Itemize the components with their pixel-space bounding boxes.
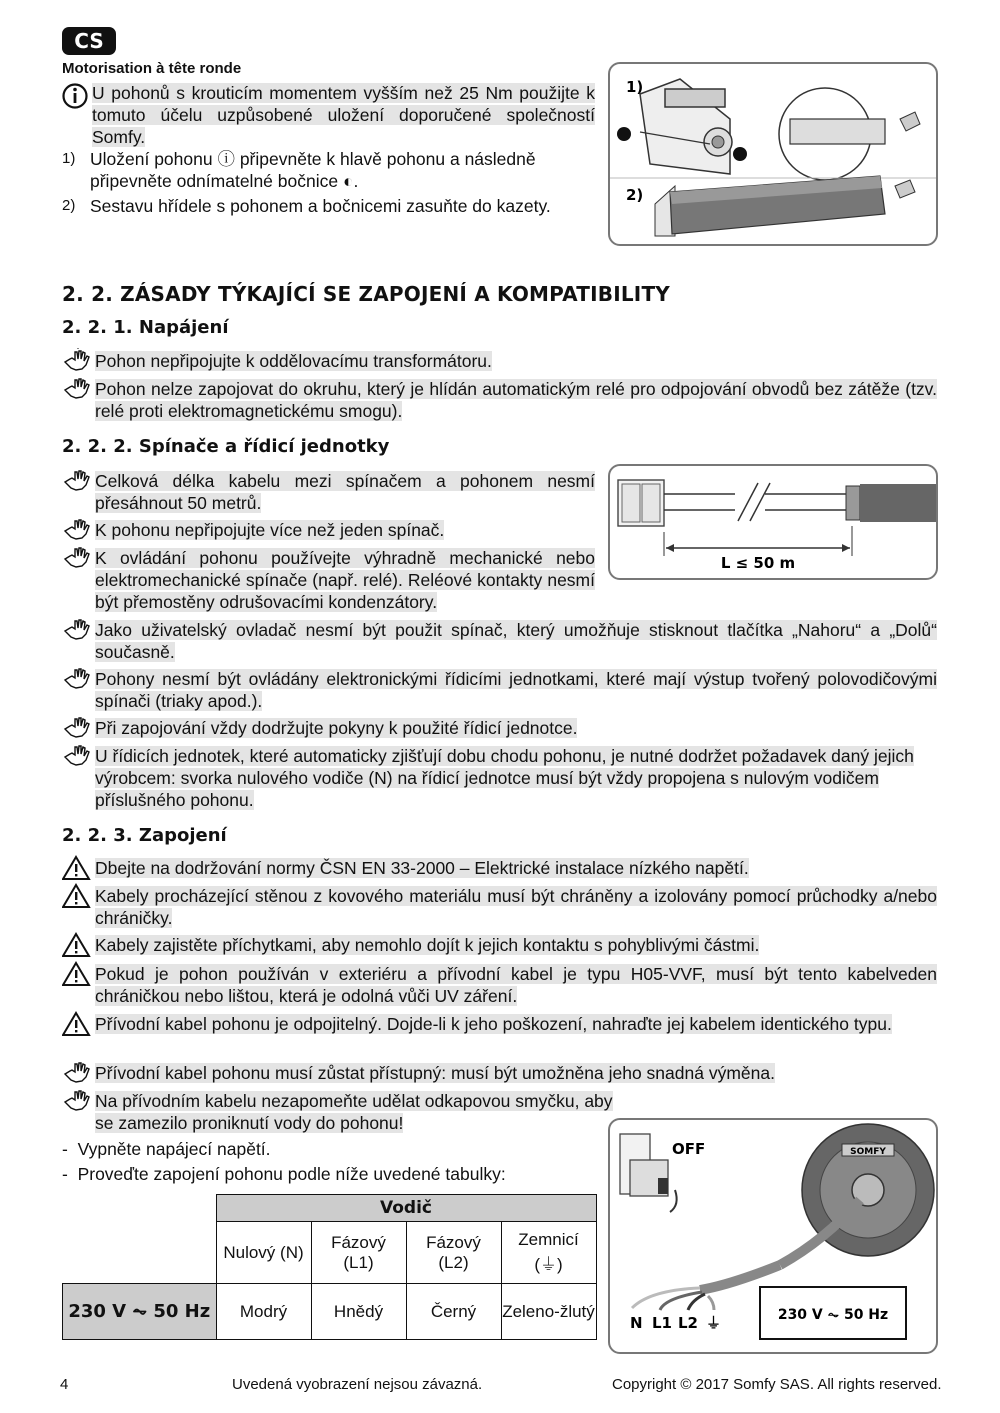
off-label: OFF: [672, 1140, 706, 1158]
wire-label-l2: L2: [678, 1314, 698, 1332]
note-text: Pohon nepřipojujte k oddělovacímu transformátoru.: [95, 351, 492, 371]
warning-triangle-icon: [62, 1011, 92, 1037]
warning-text: Kabely zajistěte příchytkami, aby nemohlo dojít k jejich kontaktu s pohyblivými částmi.: [95, 935, 760, 955]
step-1: [62, 148, 597, 192]
step-number: 1): [62, 150, 76, 167]
wire-label-n: N: [630, 1314, 643, 1332]
table-row: [63, 1284, 597, 1340]
col-header-sub: (L1): [343, 1252, 374, 1272]
subsection-title-222: 2. 2. 2. Spínače a řídicí jednotky: [62, 436, 390, 457]
cable-illustration: [610, 466, 936, 578]
hand-icon: [62, 517, 92, 543]
warning-triangle-icon: [62, 883, 92, 909]
warning-note: [62, 963, 937, 1007]
hand-note: [62, 619, 937, 663]
warning-note: [62, 934, 937, 956]
wiring-illustration: [610, 1120, 936, 1352]
col-header-neutral: [216, 1222, 311, 1284]
cell-l2: Černý: [406, 1284, 501, 1340]
fig-label-2: 2): [626, 186, 644, 204]
step-text: Sestavu hřídele s pohonem a bočnicemi zasuňte do kazety.: [90, 196, 551, 216]
supply-label: 230 V ⏦ 50 Hz: [777, 1307, 889, 1323]
hand-icon: [62, 1088, 92, 1114]
col-header-earth: [501, 1222, 596, 1284]
note-text: K pohonu nepřipojujte více než jeden spínač.: [95, 520, 445, 540]
hand-note: [62, 668, 937, 712]
warning-triangle-icon: [62, 855, 92, 881]
warning-note: [62, 1013, 937, 1035]
chapter-heading: 2. 2. ZÁSADY TÝKAJÍCÍ SE ZAPOJENÍ A KOMPATIBILITY: [62, 282, 670, 306]
note-text: K ovládání pohonu používejte výhradně mechanické nebo elektromechanické spínače (např. relé). Reléové kontakty nesmí být přemostěny odrušovacími kondenzátory.: [95, 548, 595, 612]
hand-note: [62, 470, 595, 514]
table-group-header: Vodič: [216, 1195, 596, 1222]
warning-text: Dbejte na dodržování normy ČSN EN 33-2000 – Elektrické instalace nízkého napětí.: [95, 858, 749, 878]
step-number: 2): [62, 197, 76, 214]
note-text: Na přívodním kabelu nezapomeňte udělat odkapovou smyčku, aby se zamezilo proniknutí vody do pohonu!: [95, 1091, 613, 1133]
hand-note: [62, 378, 937, 422]
note-text: Pohon nelze zapojovat do okruhu, který je hlídán automatickým relé pro odpojování obvodů bez zátěže (tzv. relé proti elektromagnetickému smogu).: [95, 379, 937, 421]
mounting-illustration: [610, 64, 936, 244]
cell-earth: Zeleno-žlutý: [501, 1284, 596, 1340]
dash-item-text: Proveďte zapojení pohonu podle níže uvedené tabulky:: [77, 1164, 506, 1184]
note-text: Při zapojování vždy dodržujte pokyny k použité řídicí jednotce.: [95, 718, 578, 738]
dash-item: - Proveďte zapojení pohonu podle níže uvedené tabulky:: [62, 1164, 506, 1184]
hand-note: [62, 547, 595, 613]
hand-note: [62, 519, 595, 541]
cable-length-figure: [608, 464, 938, 580]
dash-item-text: Vypněte napájecí napětí.: [77, 1139, 271, 1159]
section-title: Motorisation à tête ronde: [62, 60, 242, 77]
hand-icon: [62, 666, 92, 692]
col-header-l1: [311, 1222, 406, 1284]
language-badge: CS: [62, 27, 116, 55]
note-text: Přívodní kabel pohonu musí zůstat přístupný: musí být umožněna jeho snadná výměna.: [95, 1063, 775, 1083]
subsection-title-221: 2. 2. 1. Napájení: [62, 317, 229, 338]
note-text: U řídicích jednotek, které automaticky zjišťují dobu chodu pohonu, je nutné dodržet požadavek daný jejich výrobcem: svorka nulového vodiče (N) na řídicí jednotce musí být vždy propojena s nulovým vodičem příslušného pohonu.: [95, 746, 914, 810]
cable-length-label: L ≤ 50 m: [720, 554, 796, 572]
dash-item: - Vypněte napájecí napětí.: [62, 1139, 271, 1159]
cell-l1: Hnědý: [311, 1284, 406, 1340]
hand-icon: [62, 617, 92, 643]
col-header-text: Fázový: [331, 1232, 386, 1252]
fig-label-1: 1): [626, 78, 644, 96]
hand-note: [62, 1062, 937, 1084]
mounting-figure: [608, 62, 938, 246]
warning-text: Kabely procházející stěnou z kovového materiálu musí být chráněny a izolovány pomocí průchodky a/nebo chráničky.: [95, 886, 937, 928]
info-note-text: U pohonů s krouticím momentem vyšším než 25 Nm použijte k tomuto účelu uzpůsobené uložení doporučené společností Somfy.: [92, 83, 595, 147]
hand-icon: [62, 348, 92, 374]
note-text: Celková délka kabelu mezi spínačem a pohonem nesmí přesáhnout 50 metrů.: [95, 471, 595, 513]
row-label: 230 V ⏦ 50 Hz: [63, 1284, 217, 1340]
step-text: Uložení pohonu ⓘ připevněte k hlavě pohonu a následně připevněte odnímatelné bočnice ◐.: [90, 149, 536, 191]
warning-triangle-icon: [62, 961, 92, 987]
hand-icon: [62, 468, 92, 494]
step-2: [62, 195, 597, 217]
footer-copyright: Copyright © 2017 Somfy SAS. All rights reserved.: [612, 1376, 942, 1393]
connection-table: [62, 1194, 597, 1340]
subsection-title-223: 2. 2. 3. Zapojení: [62, 825, 227, 846]
col-header-text: Nulový (N): [223, 1242, 304, 1262]
page-number: 4: [60, 1376, 69, 1393]
warning-triangle-icon: [62, 932, 92, 958]
hand-note: [62, 350, 937, 372]
info-note: [62, 82, 595, 148]
note-text: Jako uživatelský ovladač nesmí být použit spínač, který umožňuje stisknout tlačítka „Nahoru“ a „Dolů“ současně.: [95, 620, 937, 662]
hand-icon: [62, 1060, 92, 1086]
brand-label: SOMFY: [850, 1147, 886, 1157]
cell-neutral: Modrý: [216, 1284, 311, 1340]
col-header-text: Fázový: [426, 1232, 481, 1252]
hand-icon: [62, 743, 92, 769]
footer-disclaimer: Uvedená vyobrazení nejsou závazná.: [232, 1376, 483, 1393]
wire-label-earth: ⏚: [706, 1314, 722, 1332]
warning-note: [62, 857, 937, 879]
col-header-text: Zemnicí: [518, 1230, 579, 1249]
col-header-sub: (L2): [438, 1252, 469, 1272]
warning-note: [62, 885, 937, 929]
wiring-figure: [608, 1118, 938, 1354]
hand-note: [62, 717, 937, 739]
warning-text: Pokud je pohon používán v exteriéru a přívodní kabel je typu H05-VVF, musí být tento kabelveden chráničkou nebo lištou, která je odolná vůči UV záření.: [95, 964, 937, 1006]
warning-text: Přívodní kabel pohonu je odpojitelný. Dojde-li k jeho poškození, nahraďte jej kabelem identického typu.: [95, 1014, 892, 1034]
info-icon: [62, 83, 88, 114]
col-header-sub: (⏚): [534, 1255, 563, 1274]
hand-icon: [62, 376, 92, 402]
wire-label-l1: L1: [652, 1314, 672, 1332]
hand-note: [62, 745, 937, 811]
col-header-l2: [406, 1222, 501, 1284]
note-text: Pohony nesmí být ovládány elektronickými řídicími jednotkami, které mají výstup tvořený polovodičovými spínači (triaky apod.).: [95, 669, 937, 711]
hand-icon: [62, 715, 92, 741]
hand-icon: [62, 545, 92, 571]
